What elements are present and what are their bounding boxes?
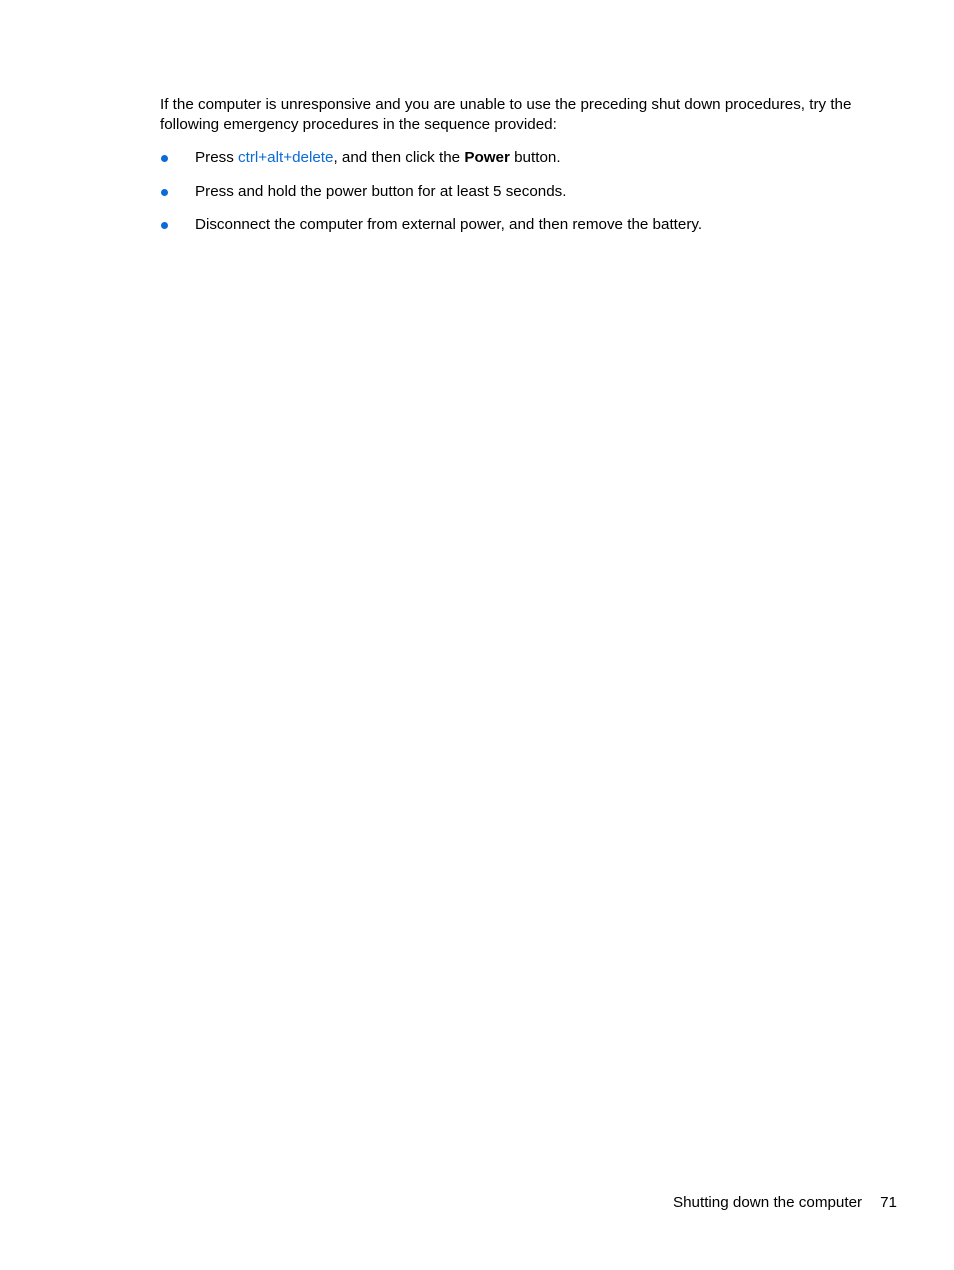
- list-item-text: Disconnect the computer from external power, and then remove the battery.: [195, 216, 703, 233]
- bullet-icon: [161, 222, 168, 229]
- list-item-text: Press and hold the power button for at least 5 seconds.: [195, 182, 567, 200]
- list-item-middle: , and then click the: [333, 149, 465, 166]
- bullet-icon: [161, 155, 168, 162]
- page-footer: [673, 1193, 897, 1213]
- intro-paragraph: If the computer is unresponsive and you are unable to use the preceding shut down procedures, try the following emergency procedures in the sequence provided:: [160, 96, 852, 133]
- power-button-label: Power: [464, 149, 510, 166]
- footer-section-title: Shutting down the computer: [672, 1194, 863, 1211]
- list-item-suffix: button.: [509, 149, 561, 166]
- list-item: [160, 182, 900, 216]
- bullet-icon: [161, 189, 168, 196]
- list-item-prefix: Press: [195, 149, 239, 166]
- page-number: 71: [880, 1194, 897, 1211]
- list-item: [160, 148, 900, 182]
- ctrl-alt-delete-link[interactable]: ctrl+alt+delete: [238, 149, 334, 166]
- emergency-procedures-list: [160, 148, 900, 249]
- list-item: [160, 215, 900, 249]
- list-item-text: [195, 148, 561, 168]
